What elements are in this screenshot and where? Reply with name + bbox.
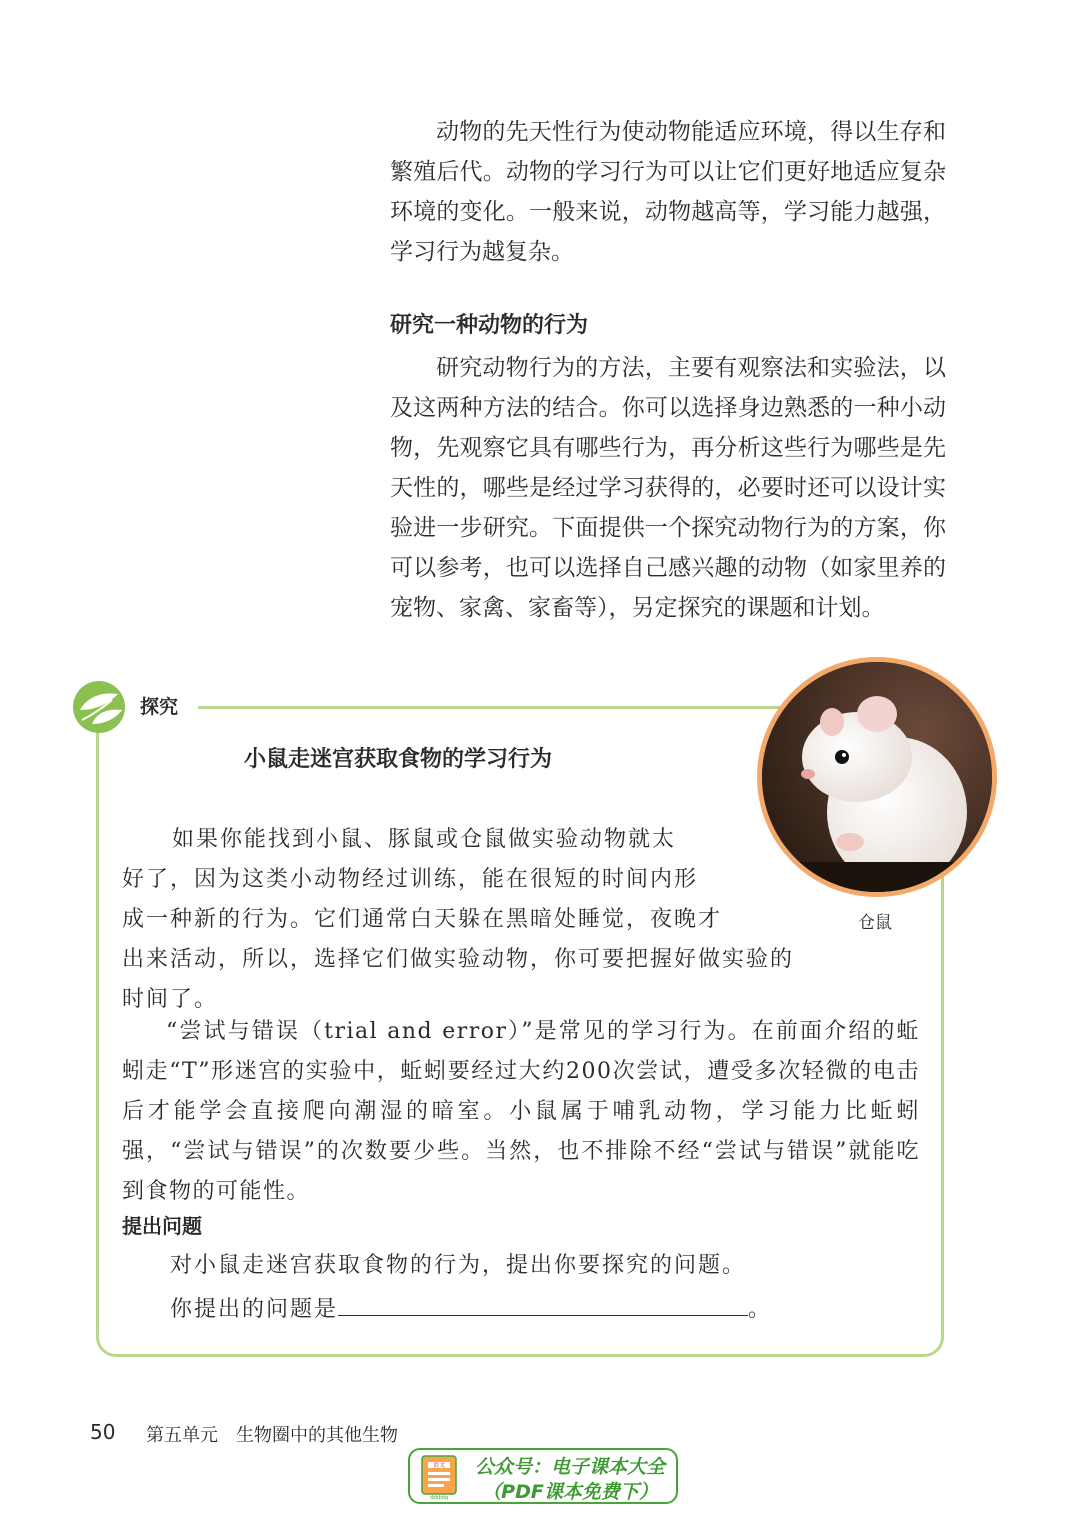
paragraph-line: 成一种新的行为。它们通常白天躲在黑暗处睡觉，夜晚才 xyxy=(122,907,723,932)
book-icon-label: 语文 xyxy=(432,1462,446,1469)
paragraph-line: 好了，因为这类小动物经过训练，能在很短的时间内形 xyxy=(122,867,699,892)
leaf-icon xyxy=(72,680,130,734)
ask-heading: 提出问题 xyxy=(122,1214,202,1238)
explore-paragraph-2: “尝试与错误（trial and error）”是常见的学习行为。在前面介绍的蚯蚓走“T”形迷宫的实验中，蚯蚓要经过大约200次尝试，遭受多次轻微的电击后才能学会直接爬向潮湿的暗室。小鼠属于哺乳动物，学习能力比蚯蚓强，“尝试与错误”的次数要少些。当然，也不排除不经“尝试与错误”就能吃到食物的可能性。 xyxy=(122,1019,920,1204)
intro-paragraph: 动物的先天性行为使动物能适应环境，得以生存和繁殖后代。动物的学习行为可以让它们更好地适应复杂环境的变化。一般来说，动物越高等，学习能力越强，学习行为越复杂。 xyxy=(390,119,946,265)
watermark-line-2: （PDF课本免费下） xyxy=(482,1481,658,1503)
explore-label: 探究 xyxy=(140,696,179,718)
photo-caption: 仓鼠 xyxy=(858,913,892,933)
page-number: 50 xyxy=(90,1420,116,1444)
section-heading: 研究一种动物的行为 xyxy=(390,313,589,338)
answer-blank[interactable] xyxy=(338,1293,748,1316)
section-paragraph: 研究动物行为的方法，主要有观察法和实验法，以及这两种方法的结合。你可以选择身边熟悉的一种小动物，先观察它具有哪些行为，再分析这些行为哪些是先天性的，哪些是经过学习获得的，必要时还可以设计实验进一步研究。下面提供一个探究动物行为的方案，你可以参考，也可以选择自己感兴趣的动物（如家里养的宠物、家禽、家畜等），另定探究的课题和计划。 xyxy=(390,355,946,621)
ask-answer-prefix: 你提出的问题是 xyxy=(170,1297,339,1322)
paragraph-line: 如果你能找到小鼠、豚鼠或仓鼠做实验动物就太 xyxy=(172,827,677,852)
ask-answer-line xyxy=(170,1292,772,1323)
ask-answer-suffix: 。 xyxy=(748,1297,773,1322)
watermark-badge xyxy=(408,1448,678,1504)
ask-instruction: 对小鼠走迷宫获取食物的行为，提出你要探究的问题。 xyxy=(170,1253,747,1278)
watermark-line-1: 公众号：电子课本大全 xyxy=(474,1456,665,1478)
explore-box-top-rule xyxy=(198,706,798,709)
book-icon-sub: dzkbdq xyxy=(429,1495,449,1500)
book-icon xyxy=(420,1454,460,1500)
explore-title: 小鼠走迷宫获取食物的学习行为 xyxy=(244,747,553,772)
paragraph-line: 出来活动，所以，选择它们做实验动物，你可要把握好做实验的 xyxy=(122,947,795,972)
chapter-title: 第五单元 生物圈中的其他生物 xyxy=(146,1425,398,1446)
paragraph-line: 时间了。 xyxy=(122,987,219,1012)
explore-paragraph-1 xyxy=(122,820,862,1020)
